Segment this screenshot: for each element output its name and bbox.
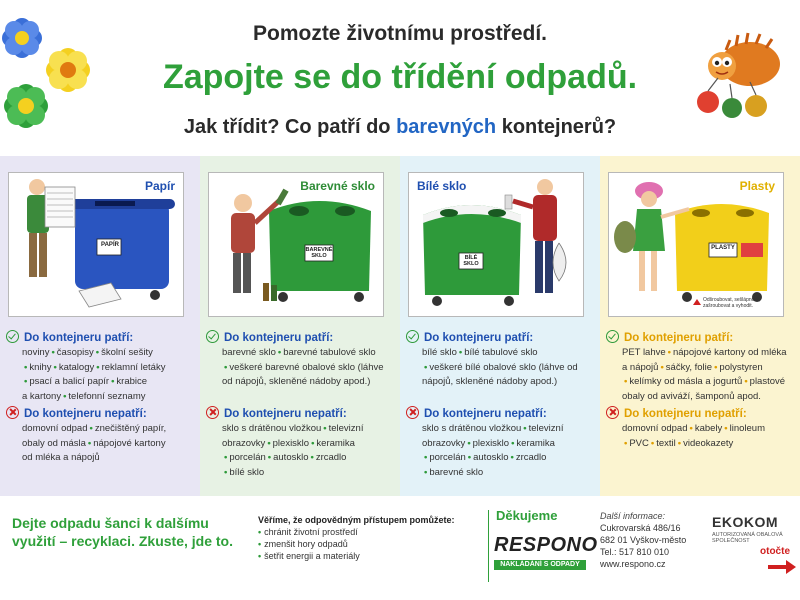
list-item: časopisy <box>56 347 94 358</box>
check-circle-icon <box>606 330 619 343</box>
benefit-text: šetřit energii a materiály <box>264 551 360 561</box>
list-item: sklo s drátěnou vložkou <box>222 423 322 434</box>
list-item: PET lahve <box>622 347 666 358</box>
list-item: obrazovky <box>422 437 466 449</box>
list-item: sáčky, folie <box>665 361 713 373</box>
benefit-item: • chránit životní prostředí <box>258 527 358 537</box>
heading-text: Do kontejneru patří: <box>24 332 134 344</box>
heading-text: Do kontejneru nepatří: <box>224 408 347 420</box>
list-item: psací a balicí papír <box>29 376 110 387</box>
cross-circle-icon <box>406 406 419 419</box>
list-item: PVC <box>629 437 649 449</box>
list-item: plastové <box>749 376 786 387</box>
paper-illustration-card <box>8 172 184 317</box>
list-item: zrcadlo <box>515 452 547 463</box>
list-item: linoleum <box>729 423 766 434</box>
list-item: obrazovky <box>222 437 266 449</box>
question-start: Jak třídit? Co patří do <box>183 116 397 138</box>
mascot-bug-icon <box>690 26 790 122</box>
list-item: barevné sklo <box>222 347 276 358</box>
forbidden-list: domovní odpad • znečištěný papír, obaly od másla • nápojové kartony od mléka a nápojů <box>22 423 167 463</box>
list-item: knihy <box>29 361 52 373</box>
list-item: domovní odpad <box>22 423 88 434</box>
list-item: nápojové kartony <box>93 437 166 449</box>
list-item: porcelán <box>429 452 466 463</box>
forbidden-list: domovní odpad • kabely • linoleum • PVC • textil • videokazety <box>622 423 766 449</box>
list-item: plexisklo <box>472 437 510 449</box>
paper-bin-illustration <box>9 173 185 318</box>
list-item: keramika <box>516 437 555 449</box>
forbidden-heading <box>606 406 747 420</box>
glass-bin-illustration <box>209 173 385 318</box>
list-item: domovní odpad <box>622 423 688 434</box>
divider <box>488 510 489 582</box>
list-item: obaly od másla <box>22 437 86 449</box>
heading-text: Do kontejneru nepatří: <box>624 408 747 420</box>
contact-info <box>600 510 686 570</box>
check-circle-icon <box>206 330 219 343</box>
list-item: nápojové kartony od mléka <box>672 347 787 358</box>
list-item: telefonní seznamy <box>68 390 146 402</box>
ekokom-logo: EKOKOM <box>712 514 778 530</box>
respono-logo: RESPONO <box>494 534 598 556</box>
list-item: sklo s drátěnou vložkou <box>422 423 522 434</box>
cross-circle-icon <box>206 406 219 419</box>
list-item: televizní <box>528 423 564 434</box>
glass-bin-illustration <box>409 173 585 318</box>
list-item: obaly od aviváží, šamponů apod. <box>622 390 761 402</box>
list-item: od nápojů, skleněné nádoby apod.) <box>222 376 371 387</box>
heading-text: Do kontejneru nepatří: <box>24 408 147 420</box>
card-title: Plasty <box>739 179 775 193</box>
card-title: Barevné sklo <box>300 179 375 193</box>
card-title: Bílé sklo <box>417 179 467 193</box>
list-item: nápojů, skleněné nádoby apod.) <box>422 376 558 387</box>
check-circle-icon <box>406 330 419 343</box>
list-item: keramika <box>316 437 355 449</box>
list-item: zrcadlo <box>315 452 347 463</box>
cross-circle-icon <box>606 406 619 419</box>
recycling-slogan: Dejte odpadu šanci k dalšímu využití – recyklaci. Zkuste, jde to. <box>12 515 233 549</box>
list-item: veškeré bílé obalové sklo (láhve od <box>429 361 578 373</box>
card-title: Papír <box>144 179 175 193</box>
allowed-list: bílé sklo • bílé tabulové sklo • veškeré bílé obalové sklo (láhve od nápojů, skleněné nádoby apod.) <box>422 347 578 387</box>
column-colored-glass <box>200 156 400 496</box>
list-item: krabice <box>116 376 148 387</box>
phone-line: Tel.: 517 810 010 <box>600 547 670 557</box>
list-item: od mléka a nápojů <box>22 452 100 463</box>
header-subtitle: Pomozte životnímu prostředí. <box>252 22 548 45</box>
list-item: bílé sklo <box>229 466 265 478</box>
respono-tagline: NAKLÁDÁNÍ S ODPADY <box>494 560 586 570</box>
benefit-item: • šetřit energii a materiály <box>258 551 360 561</box>
footer <box>0 496 800 600</box>
column-plastics <box>600 156 800 496</box>
page-title: Zapojte se do třídění odpadů. <box>162 58 638 96</box>
heading-text: Do kontejneru patří: <box>624 332 734 344</box>
list-item: znečištěný papír, <box>94 423 167 434</box>
forbidden-heading <box>406 406 547 420</box>
list-item: noviny <box>22 347 50 358</box>
allowed-list: barevné sklo • barevné tabulové sklo • veškeré barevné obalové sklo (láhve od nápojů, skleněné nádoby apod.) <box>222 347 384 387</box>
heading-text: Do kontejneru patří: <box>424 332 534 344</box>
thanks-text: Děkujeme <box>496 508 558 523</box>
list-item: reklamní letáky <box>101 361 166 373</box>
allowed-heading <box>6 330 133 344</box>
bin-note: Odšroubovat, sešlápnout, zašroubovat a vyhodit. <box>703 297 760 309</box>
question-end: kontejnerů? <box>496 116 617 138</box>
benefit-text: zmenšit hory odpadů <box>264 539 348 549</box>
forbidden-heading <box>206 406 347 420</box>
forbidden-heading <box>6 406 147 420</box>
allowed-list: noviny • časopisy • školní sešity • knihy • katalogy • reklamní letáky • psací a balicí papír • krabice a kartony • telefonní seznamy <box>22 347 166 402</box>
list-item: videokazety <box>683 437 734 449</box>
list-item: bílé sklo <box>422 347 457 358</box>
allowed-heading <box>406 330 533 344</box>
allowed-list: PET lahve • nápojové kartony od mléka a nápojů • sáčky, folie • polystyren • kelímky od másla a jogurtů • plastové obaly od aviváží, šamponů apod. <box>622 347 787 402</box>
list-item: autosklo <box>273 452 309 463</box>
bin-label: PLASTY <box>711 245 735 251</box>
list-item: katalogy <box>58 361 95 373</box>
header <box>0 0 800 156</box>
list-item: autosklo <box>473 452 509 463</box>
arrow-right-icon <box>768 560 796 574</box>
column-clear-glass <box>400 156 600 496</box>
benefit-text: chránit životní prostředí <box>264 527 358 537</box>
info-title: Další informace: <box>600 511 666 521</box>
header-question <box>0 116 800 139</box>
bin-label: BAREVNÉ SKLO <box>305 247 333 259</box>
list-item: bílé tabulové sklo <box>464 347 538 358</box>
heading-text: Do kontejneru patří: <box>224 332 334 344</box>
list-item: plexisklo <box>272 437 310 449</box>
plastics-illustration-card <box>608 172 784 317</box>
list-item: veškeré barevné obalové sklo (láhve <box>229 361 384 373</box>
address-line: Cukrovarská 486/16 <box>600 523 681 533</box>
ekokom-tagline: AUTORIZOVANÁ OBALOVÁ SPOLEČNOST <box>712 532 783 544</box>
benefits-title: Věříme, že odpovědným přístupem pomůžete: <box>258 515 455 525</box>
forbidden-list: sklo s drátěnou vložkou • televizní obrazovky • plexisklo • keramika • porcelán • autosklo • zrcadlo • bílé sklo <box>222 423 364 478</box>
list-item: barevné tabulové sklo <box>283 347 376 358</box>
list-item: porcelán <box>229 452 266 463</box>
benefits-block <box>258 514 488 562</box>
list-item: televizní <box>328 423 364 434</box>
colored-glass-illustration-card <box>208 172 384 317</box>
list-item: kelímky od másla a jogurtů <box>629 376 743 387</box>
forbidden-list: sklo s drátěnou vložkou • televizní obrazovky • plexisklo • keramika • porcelán • autosklo • zrcadlo • barevné sklo <box>422 423 564 478</box>
website-link[interactable]: www.respono.cz <box>600 559 666 569</box>
check-circle-icon <box>6 330 19 343</box>
list-item: polystyren <box>719 361 763 373</box>
clear-glass-illustration-card <box>408 172 584 317</box>
city-line: 682 01 Vyškov-město <box>600 535 687 545</box>
benefit-item: • zmenšit hory odpadů <box>258 539 348 549</box>
turn-over-label: otočte <box>760 546 790 557</box>
list-item: školní sešity <box>101 347 153 358</box>
list-item: a nápojů <box>622 361 659 373</box>
list-item: a kartony <box>22 390 62 402</box>
list-item: barevné sklo <box>429 466 484 478</box>
heading-text: Do kontejneru nepatří: <box>424 408 547 420</box>
cross-circle-icon <box>6 406 19 419</box>
list-item: textil <box>656 437 676 449</box>
question-highlight: barevných <box>396 116 497 138</box>
list-item: kabely <box>694 423 723 434</box>
column-paper <box>0 156 200 496</box>
bin-label: BÍLÉ SKLO <box>463 255 479 267</box>
allowed-heading <box>206 330 333 344</box>
bin-label: PAPÍR <box>101 242 119 248</box>
allowed-heading <box>606 330 733 344</box>
